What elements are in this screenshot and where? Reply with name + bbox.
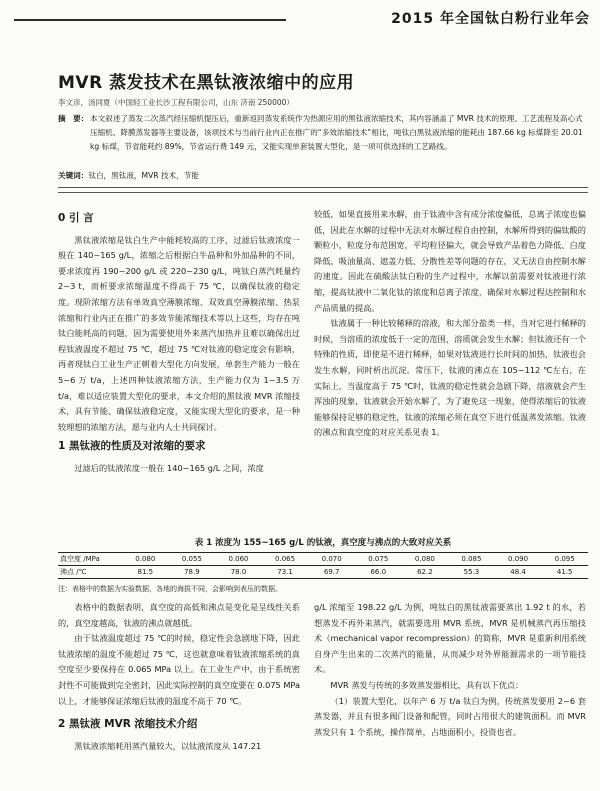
table-cell: 0.070 bbox=[308, 553, 355, 566]
paragraph: （1）装置大型化，以年产 6 万 t/a 钛白为例，传统蒸发要用 2~6 套蒸发器，并且有很多阀门设备和配管，同时占用很大的建筑面积。而 MVR 蒸发只有 1 个系统，操作简单，占地面积小，投资也省。 bbox=[314, 695, 586, 737]
table-cell: 0.090 bbox=[495, 553, 542, 566]
left-column-lower bbox=[58, 600, 300, 754]
table-cell: 0.065 bbox=[262, 553, 309, 566]
paragraph: 过滤后的钛液浓度一般在 140~165 g/L 之间，浓度 bbox=[74, 462, 264, 473]
article-title: MVR 蒸发技术在黑钛液浓缩中的应用 bbox=[58, 73, 355, 93]
table-cell: 0.055 bbox=[169, 553, 216, 566]
table-cell: 0.085 bbox=[448, 553, 495, 566]
table-cell: 0.080 bbox=[122, 553, 169, 566]
table-cell: 81.5 bbox=[122, 566, 169, 579]
table-cell: 69.7 bbox=[308, 566, 355, 579]
paragraph: 表格中的数据表明，真空度的高低和沸点是变化是呈线性关系的，真空度越高，钛液的沸点就越低。 bbox=[58, 602, 300, 628]
right-column bbox=[314, 207, 586, 441]
table-cell: 55.3 bbox=[448, 566, 495, 579]
abstract bbox=[58, 112, 586, 154]
authors: 李文彦，汤同夏（中国轻工业长沙工程有限公司，山东 济南 250000） bbox=[58, 98, 294, 107]
abstract-body: 本文叙述了蒸发二次蒸汽经压缩机提压后，重新返回蒸发系统作为热源应用的黑钛液浓缩技术，其内容涵盖了 MVR 技术的原理、工艺流程及高心式压缩机、降膜蒸发器等主要设备，该项技术与当前行业内正在推广的“多效浓缩技术”相比，吨钛白黑钛液浓缩的能耗由 187.66 kg 标煤降至 20.01 kg 标煤，节省能耗约 89%，节省运行费 149 元，又能实现单套装置大型化，是一项可供选择的工艺路线。 bbox=[90, 114, 583, 151]
table-cell: 41.5 bbox=[541, 566, 588, 579]
table-cell: 0.080 bbox=[402, 553, 449, 566]
table-row bbox=[58, 566, 588, 579]
header-rule bbox=[14, 19, 286, 21]
table-cell: 66.0 bbox=[355, 566, 402, 579]
table-cell: 73.1 bbox=[262, 566, 309, 579]
left-column bbox=[58, 207, 300, 477]
paragraph: 黑钛液浓缩耗用蒸汽量较大，以钛液浓度从 147.21 bbox=[74, 740, 262, 751]
keywords-text: 钛白，黑钛液，MVR 技术，节能 bbox=[88, 171, 199, 180]
divider-top bbox=[58, 187, 588, 188]
paragraph: MVR 蒸发与传统的多效蒸发器相比，具有以下优点： bbox=[330, 679, 524, 690]
vacuum-boiling-table bbox=[58, 552, 588, 579]
paragraph: 较低，如果直接用来水解，由于钛液中含有成分浓度偏低，总离子浓度也偏低，因此在水解的过程中无法对水解过程自由控制，水解所得到的偏钛酸的颗粒小，粒度分布范围宽，平均粒径偏大，就会导致产品着色力降低、白度降低，吸油量高、遮盖力低、分散性差等问题的存在，又无法自由控制水解的速度。因此在硫酸法钛白粉的生产过程中，水解以前需要对钛液进行浓缩，提高钛液中二氧化钛的浓度和总离子浓度，确保对水解过程达控制和水产品质量的提高。 bbox=[314, 209, 586, 313]
table-caption: 表 1 浓度为 155~165 g/L 的钛液，真空度与沸点的大致对应关系 bbox=[194, 538, 452, 548]
table-note: 注：表格中的数据为实验数据，各地的海拔不同，会影响到表压的数据。 bbox=[58, 585, 282, 593]
divider-bottom bbox=[58, 192, 588, 193]
table-cell: 62.2 bbox=[402, 566, 449, 579]
section-2-title: 2 黑钛液 MVR 浓缩技术介绍 bbox=[58, 718, 198, 731]
row-label: 真空度 /MPa bbox=[58, 553, 122, 566]
right-column-lower bbox=[314, 600, 586, 740]
table-row bbox=[58, 553, 588, 566]
paragraph: 黑钛液浓缩是钛白生产中能耗较高的工序，过滤后钛液浓度一般在 140~165 g/L，浓缩之后根据白牛晶种和外加晶种的不同，要求浓度再 190~200 g/L 或 220~230 g/L，吨钛白蒸汽耗量约 2~3 t，而析要求浓缩温度不得高于 75 ℃，以确保钛液的稳定度。现阶浓缩方法有单效真空薄膜浓缩、双效真空薄膜浓缩、热泵浓缩和行业内正在推广的多效节能浓缩技术等以上这些，均存在吨钛白能耗高的问题，因为需要使用外来蒸汽加热并且难以确保出过程钛液温度不超过 75 ℃，超过 75 ℃对钛液的稳定度会有影响，再者现钛白工业生产正朝着大型化方向发展，单套生产能力一般在 5~6 万 t/a，上述四种钛液浓缩方法，生产能力仅为 1~3.5 万 t/a，难以适应装置大型化的要求，本文介绍的黑钛液 MVR 浓缩技术，具有节能、确保钛液稳定度，又能实现大型化的要求，是一种较理想的浓缩方法，愿与业内人士共同探讨。 bbox=[58, 234, 300, 432]
section-1-title: 1 黑钛液的性质及对浓缩的要求 bbox=[58, 440, 206, 453]
row-label: 沸点 /℃ bbox=[58, 566, 122, 579]
paragraph: g/L 浓缩至 198.22 g/L 为例，吨钛白的黑钛液需要蒸出 1.92 t 的水，若想蒸发不再外来蒸汽，就需要选用 MVR 系统，MVR 是机械蒸汽再压缩技术（mechanical vapor recompression）的简称，MVR 是重新利用系统自身产生出来的二次蒸汽的能量，从而减少对外界能源需求的一项节能技术。 bbox=[314, 602, 586, 675]
table-cell: 0.060 bbox=[215, 553, 262, 566]
table-cell: 48.4 bbox=[495, 566, 542, 579]
keywords bbox=[58, 170, 199, 181]
table-cell: 0.095 bbox=[541, 553, 588, 566]
table-cell: 78.0 bbox=[215, 566, 262, 579]
abstract-label: 摘 要： bbox=[58, 114, 89, 123]
journal-header: 2015 年全国钛白粉行业年会 bbox=[391, 11, 590, 27]
table-cell: 0.075 bbox=[355, 553, 402, 566]
keywords-label: 关键词： bbox=[58, 171, 89, 180]
section-intro-title: 0 引 言 bbox=[58, 212, 94, 224]
table-cell: 78.9 bbox=[169, 566, 216, 579]
paragraph: 由于钛液温度超过 75 ℃的时候，稳定性会急剧地下降，因此钛液浓缩的温度不能超过 75 ℃，这也就意味着钛液浓缩系统的真空度至少要保持在 0.065 MPa 以上。在工业生产中，由于系统密封性不可能做到完全密封，因此实际控制的真空度要在 0.075 MPa 以上，才能够保证浓缩后钛液的温度不高于 70 ℃。 bbox=[58, 633, 300, 706]
paragraph: 钛液属于一种比较稀释的溶液，和大部分盐类一样，当对它进行稀释的时候，当溶质的浓度低于一定的范围，溶质就会发生水解；但钛液还有一个特殊的性质，即使是不进行稀释，如果对钛液进行长时间的加热，钛液也会发生水解，同时析出沉淀。常压下，钛液的沸点在 105~112 ℃左右，在实际上，当温度高于 75 ℃时，钛液的稳定性就会急剧下降，溶液就会产生浑浊的现象，钛液就会开始水解了，为了避免这一现象，使得浓缩后的钛液能够保持足够的稳定性，钛液的浓缩必须在真空下进行低温蒸发浓缩。钛液的沸点和真空度的对应关系见表 1。 bbox=[314, 318, 586, 438]
